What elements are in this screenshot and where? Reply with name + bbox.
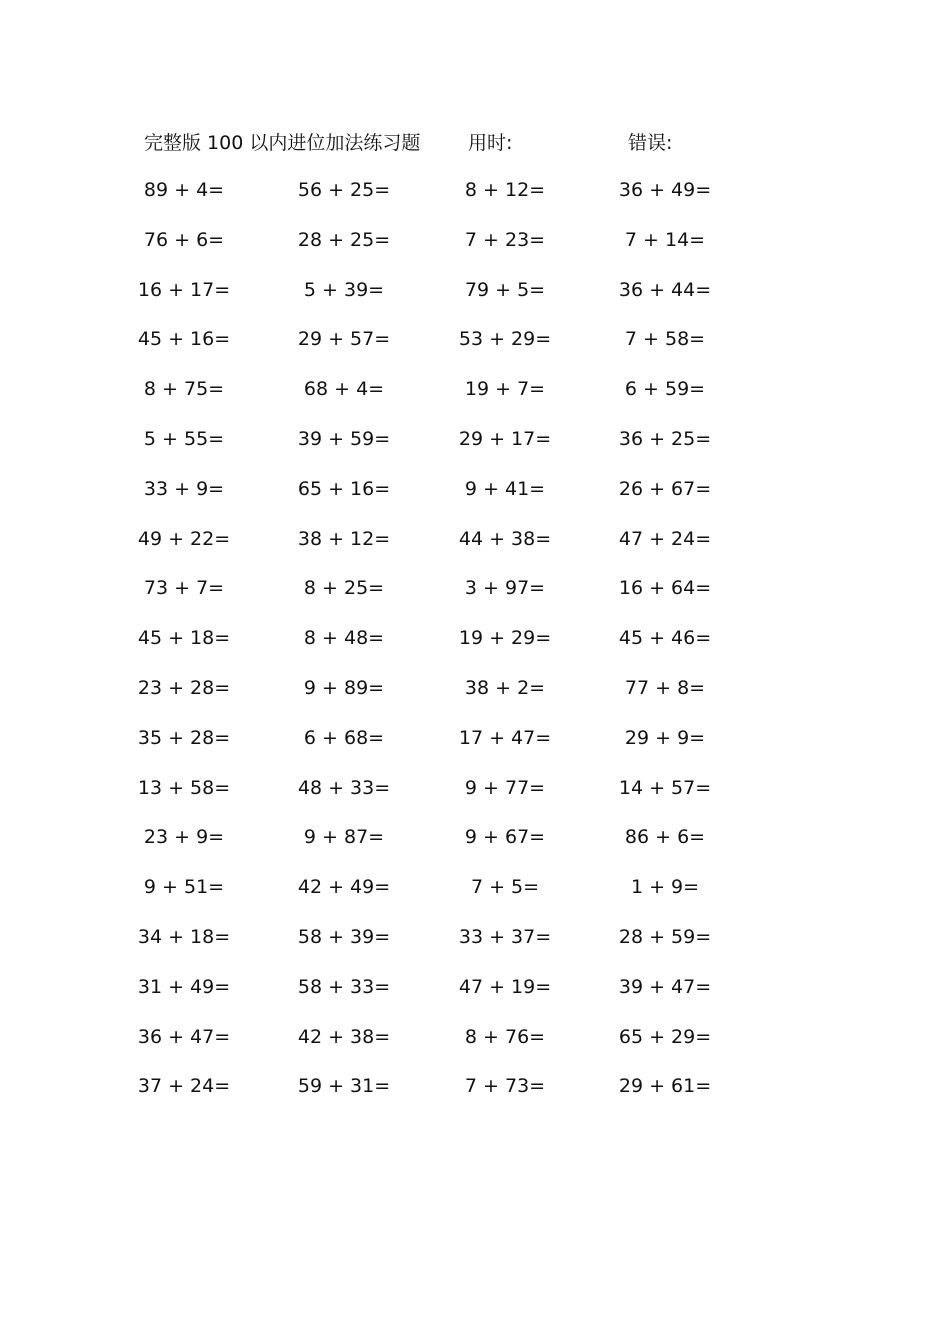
problem-row xyxy=(0,474,950,524)
addition-problem: 5 + 55= xyxy=(143,427,225,450)
problem-row xyxy=(0,972,950,1022)
addition-problem: 34 + 18= xyxy=(137,925,231,948)
addition-problem: 45 + 46= xyxy=(618,627,712,650)
problem-row xyxy=(0,723,950,773)
addition-problem: 76 + 6= xyxy=(143,228,225,251)
addition-problem: 29 + 17= xyxy=(458,427,552,450)
addition-problem: 29 + 9= xyxy=(624,726,706,749)
addition-problem: 14 + 57= xyxy=(618,776,712,799)
addition-problem: 36 + 49= xyxy=(618,179,712,201)
addition-problem: 65 + 16= xyxy=(297,477,391,500)
addition-problem: 35 + 28= xyxy=(137,726,231,749)
addition-problem: 7 + 14= xyxy=(624,228,706,251)
addition-problem: 47 + 19= xyxy=(458,975,552,998)
problem-row xyxy=(0,374,950,424)
addition-problem: 9 + 67= xyxy=(464,826,546,849)
addition-problem: 33 + 37= xyxy=(458,925,552,948)
addition-problem: 56 + 25= xyxy=(297,179,391,201)
addition-problem: 9 + 41= xyxy=(464,477,546,500)
problem-row xyxy=(0,1071,950,1121)
addition-problem: 28 + 25= xyxy=(297,228,391,251)
addition-problem: 6 + 59= xyxy=(624,378,706,401)
addition-problem: 13 + 58= xyxy=(137,776,231,799)
addition-problem: 7 + 23= xyxy=(464,228,546,251)
problem-row xyxy=(0,275,950,325)
addition-problem: 8 + 48= xyxy=(303,627,385,650)
addition-problem: 48 + 33= xyxy=(297,776,391,799)
addition-problem: 6 + 68= xyxy=(303,726,385,749)
addition-problem: 42 + 49= xyxy=(297,876,391,899)
addition-problem: 38 + 12= xyxy=(297,527,391,550)
addition-problem: 26 + 67= xyxy=(618,477,712,500)
addition-problem: 45 + 18= xyxy=(137,627,231,650)
problem-row xyxy=(0,324,950,374)
addition-problem: 39 + 47= xyxy=(618,975,712,998)
addition-problem: 89 + 4= xyxy=(143,179,225,201)
problem-grid xyxy=(0,175,950,1121)
addition-problem: 1 + 9= xyxy=(630,876,700,899)
worksheet-header xyxy=(0,128,950,158)
addition-problem: 9 + 51= xyxy=(143,876,225,899)
problem-row xyxy=(0,673,950,723)
addition-problem: 16 + 17= xyxy=(137,278,231,301)
addition-problem: 8 + 25= xyxy=(303,577,385,600)
addition-problem: 5 + 39= xyxy=(303,278,385,301)
addition-problem: 9 + 77= xyxy=(464,776,546,799)
addition-problem: 29 + 57= xyxy=(297,328,391,351)
addition-problem: 23 + 28= xyxy=(137,676,231,699)
problem-row xyxy=(0,922,950,972)
problem-row xyxy=(0,573,950,623)
addition-problem: 8 + 12= xyxy=(464,179,546,201)
addition-problem: 19 + 29= xyxy=(458,627,552,650)
problem-row xyxy=(0,225,950,275)
addition-problem: 31 + 49= xyxy=(137,975,231,998)
addition-problem: 58 + 33= xyxy=(297,975,391,998)
addition-problem: 86 + 6= xyxy=(624,826,706,849)
problem-row xyxy=(0,424,950,474)
problem-row xyxy=(0,524,950,574)
addition-problem: 37 + 24= xyxy=(137,1075,231,1098)
addition-problem: 16 + 64= xyxy=(618,577,712,600)
addition-problem: 65 + 29= xyxy=(618,1025,712,1048)
errors-label: 错误: xyxy=(628,132,673,154)
problem-row xyxy=(0,773,950,823)
addition-problem: 59 + 31= xyxy=(297,1075,391,1098)
problem-row xyxy=(0,175,950,225)
addition-problem: 19 + 7= xyxy=(464,378,546,401)
addition-problem: 49 + 22= xyxy=(137,527,231,550)
addition-problem: 47 + 24= xyxy=(618,527,712,550)
addition-problem: 7 + 5= xyxy=(470,876,540,899)
addition-problem: 17 + 47= xyxy=(458,726,552,749)
addition-problem: 58 + 39= xyxy=(297,925,391,948)
worksheet-title: 完整版 100 以内进位加法练习题 xyxy=(144,132,421,154)
problem-row xyxy=(0,1022,950,1072)
addition-problem: 38 + 2= xyxy=(464,676,546,699)
addition-problem: 36 + 47= xyxy=(137,1025,231,1048)
addition-problem: 53 + 29= xyxy=(458,328,552,351)
addition-problem: 29 + 61= xyxy=(618,1075,712,1098)
addition-problem: 33 + 9= xyxy=(143,477,225,500)
problem-row xyxy=(0,872,950,922)
addition-problem: 79 + 5= xyxy=(464,278,546,301)
addition-problem: 68 + 4= xyxy=(303,378,385,401)
addition-problem: 7 + 73= xyxy=(464,1075,546,1098)
addition-problem: 39 + 59= xyxy=(297,427,391,450)
addition-problem: 36 + 25= xyxy=(618,427,712,450)
addition-problem: 28 + 59= xyxy=(618,925,712,948)
addition-problem: 73 + 7= xyxy=(143,577,225,600)
problem-row xyxy=(0,822,950,872)
addition-problem: 77 + 8= xyxy=(624,676,706,699)
addition-problem: 23 + 9= xyxy=(143,826,225,849)
addition-problem: 7 + 58= xyxy=(624,328,706,351)
addition-problem: 8 + 76= xyxy=(464,1025,546,1048)
addition-problem: 45 + 16= xyxy=(137,328,231,351)
addition-problem: 3 + 97= xyxy=(464,577,546,600)
problem-row xyxy=(0,623,950,673)
addition-problem: 36 + 44= xyxy=(618,278,712,301)
addition-problem: 42 + 38= xyxy=(297,1025,391,1048)
addition-problem: 9 + 89= xyxy=(303,676,385,699)
time-used-label: 用时: xyxy=(468,132,513,154)
addition-problem: 9 + 87= xyxy=(303,826,385,849)
addition-problem: 44 + 38= xyxy=(458,527,552,550)
addition-problem: 8 + 75= xyxy=(143,378,225,401)
